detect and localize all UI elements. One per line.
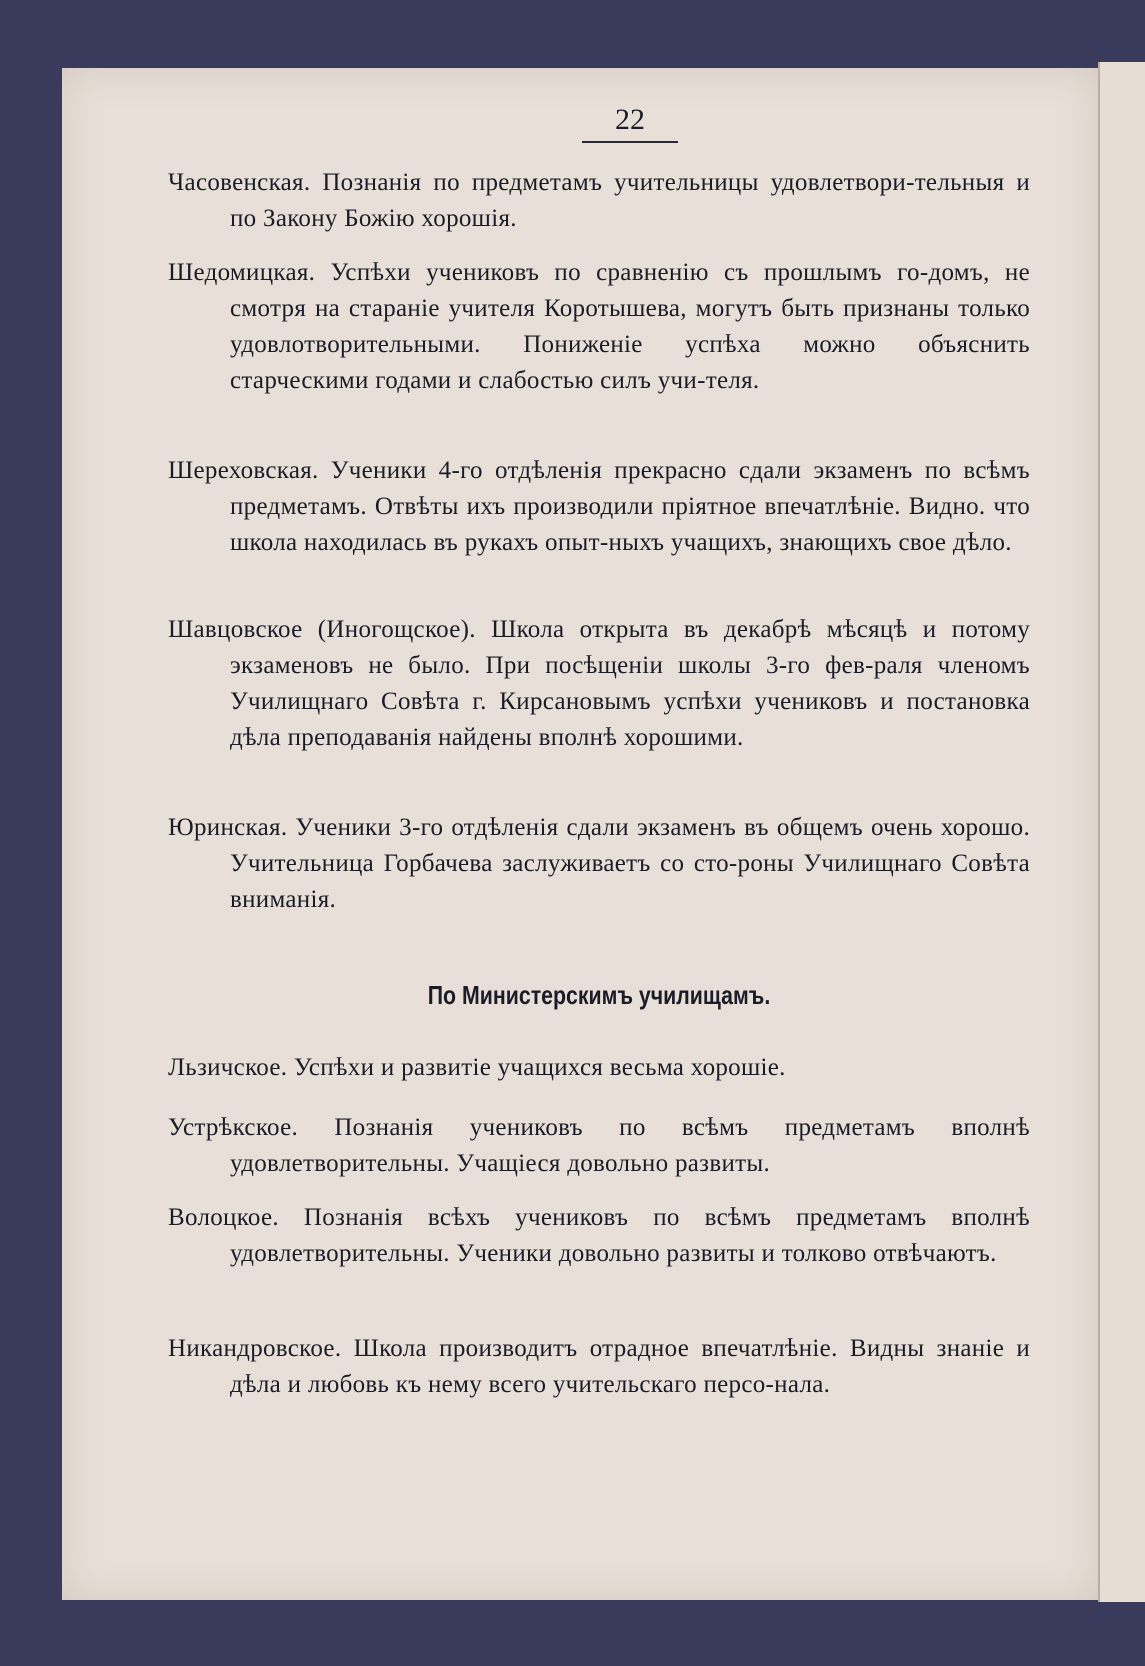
paragraph-text: Шавцовское (Иногощское). Школа открыта въ декабрѣ мѣсяцѣ и потому экзаменовъ не было. При посѣщеніи школы 3-го фев-раля членомъ Училищнаго Совѣта г. Кирсановымъ успѣхи учениковъ и постановка дѣла преподаванія найдены вполнѣ хорошими.	[168, 616, 1030, 751]
paragraph-yurinskaya	[168, 810, 1030, 918]
paragraph-text: Никандровское. Школа производитъ отрадное впечатлѣніе. Видны знаніе и дѣла и любовь къ нему всего учительскаго персо-нала.	[168, 1335, 1030, 1398]
paragraph-text: Шереховская. Ученики 4-го отдѣленія прекрасно сдали экзаменъ по всѣмъ предметамъ. Отвѣты ихъ производили пріятное впечатлѣніе. Видно. что школа находилась въ рукахъ опыт-ныхъ учащихъ, знающихъ свое дѣло.	[168, 457, 1030, 556]
paragraph-volotskoe	[168, 1200, 1030, 1272]
paragraph-lzichskoe	[168, 1050, 1030, 1086]
section-heading: По Министерскимъ училищамъ.	[427, 980, 771, 1010]
paragraph-text: Льзичское. Успѣхи и развитіе учащихся весьма хорошіе.	[168, 1054, 786, 1081]
page-number-rule	[582, 141, 678, 143]
paragraph-text: Юринская. Ученики 3-го отдѣленія сдали экзаменъ въ общемъ очень хорошо. Учительница Горбачева заслуживаетъ со сто-роны Училищнаго Совѣта вниманія.	[168, 814, 1030, 913]
paragraph-shedomitskaya	[168, 255, 1030, 399]
paragraph-ustrekskoe	[168, 1110, 1030, 1182]
paragraph-text: Шедомицкая. Успѣхи учениковъ по сравненію съ прошлымъ го-домъ, не смотря на стараніе учителя Коротышева, могутъ быть признаны только удовлотворительными. Пониженіе успѣха можно объяснить старческими годами и слабостью силъ учи-теля.	[168, 259, 1030, 394]
next-page-edge	[1098, 62, 1145, 1602]
paragraph-chasovenskaya	[168, 165, 1030, 237]
paragraph-text: Волоцкое. Познанія всѣхъ учениковъ по всѣмъ предметамъ вполнѣ удовлетворительны. Ученики довольно развиты и толково отвѣчаютъ.	[168, 1204, 1030, 1267]
paragraph-sherekhovskaya	[168, 453, 1030, 561]
document-page	[62, 68, 1098, 1600]
paragraph-text: Устрѣкское. Познанія учениковъ по всѣмъ предметамъ вполнѣ удовлетворительны. Учащіеся довольно развиты.	[168, 1114, 1030, 1177]
page-number: 22	[615, 103, 645, 136]
paragraph-shavtsovskoe	[168, 612, 1030, 756]
paragraph-nikandrovskoe	[168, 1331, 1030, 1403]
paragraph-text: Часовенская. Познанія по предметамъ учительницы удовлетвори-тельныя и по Закону Божію хорошія.	[168, 169, 1030, 232]
